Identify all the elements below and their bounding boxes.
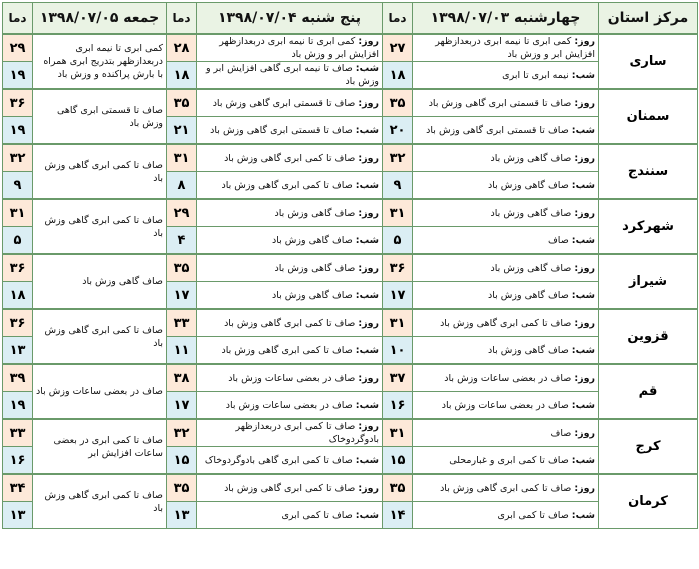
day1-night-text: صاف گاهی وزش باد	[488, 179, 569, 191]
night-label: شب:	[355, 289, 379, 301]
day1-night-text: صاف گاهی وزش باد	[488, 344, 569, 356]
day2-night-text: صاف تا کمی ابری گاهی بادوگردوخاک	[204, 454, 353, 466]
day1-max-temp: ۳۲	[383, 144, 413, 172]
day-label: روز:	[574, 207, 595, 219]
day3-min-temp: ۱۳	[3, 502, 33, 529]
night-label: شب:	[355, 454, 379, 466]
day2-day-forecast	[197, 364, 383, 392]
night-label: شب:	[355, 179, 379, 191]
day3-min-temp: ۱۹	[3, 62, 33, 90]
day2-max-temp: ۳۸	[167, 364, 197, 392]
day-label: روز:	[574, 372, 595, 384]
night-label: شب:	[571, 454, 595, 466]
forecast-body	[3, 34, 698, 529]
city-name: شهرکرد	[599, 199, 698, 254]
day2-max-temp: ۳۱	[167, 144, 197, 172]
header-temp-day3: دما	[3, 3, 33, 35]
day2-day-forecast	[197, 309, 383, 337]
city-name: سمنان	[599, 89, 698, 144]
day1-day-forecast	[413, 199, 599, 227]
day-label: روز:	[574, 262, 595, 274]
header-temp-day2: دما	[167, 3, 197, 35]
forecast-table	[2, 2, 698, 529]
day-label: روز:	[358, 262, 379, 274]
day2-day-forecast	[197, 199, 383, 227]
day3-min-temp: ۹	[3, 172, 33, 200]
day3-forecast: صاف تا کمی ابری در بعضی ساعات افزایش ابر	[33, 419, 167, 474]
day3-max-temp: ۳۶	[3, 89, 33, 117]
day2-day-text: صاف گاهی وزش باد	[274, 262, 356, 274]
day2-day-forecast	[197, 254, 383, 282]
day3-forecast: صاف تا کمی ابری گاهی وزش باد	[33, 144, 167, 199]
day1-day-text: صاف گاهی وزش باد	[490, 152, 572, 164]
day2-min-temp: ۱۷	[167, 392, 197, 420]
day1-min-temp: ۱۰	[383, 337, 413, 365]
day1-day-text: صاف در بعضی ساعات وزش باد	[444, 372, 572, 384]
day2-max-temp: ۳۲	[167, 419, 197, 447]
day2-min-temp: ۱۱	[167, 337, 197, 365]
table-row	[3, 254, 698, 282]
day1-day-text: صاف	[550, 427, 572, 439]
day3-forecast: صاف تا کمی ابری گاهی وزش باد	[33, 309, 167, 364]
day-label: روز:	[574, 97, 595, 109]
day-label: روز:	[358, 36, 379, 47]
night-label: شب:	[571, 509, 595, 521]
day1-day-forecast	[413, 309, 599, 337]
table-row	[3, 199, 698, 227]
night-label: شب:	[571, 234, 595, 246]
day2-night-text: صاف تا قسمتی ابری گاهی وزش باد	[210, 124, 353, 136]
day3-forecast: صاف تا کمی ابری گاهی وزش باد	[33, 474, 167, 529]
day2-night-text: صاف گاهی وزش باد	[272, 289, 353, 301]
day2-day-forecast	[197, 144, 383, 172]
day2-night-text: صاف تا کمی ابری گاهی وزش باد	[221, 179, 353, 191]
day1-night-forecast	[413, 62, 599, 90]
day3-min-temp: ۵	[3, 227, 33, 255]
city-name: ساری	[599, 34, 698, 89]
day2-night-forecast	[197, 337, 383, 365]
day1-day-forecast	[413, 34, 599, 62]
night-label: شب:	[571, 289, 595, 301]
day1-night-text: صاف در بعضی ساعات وزش باد	[441, 399, 569, 411]
day2-day-forecast	[197, 474, 383, 502]
table-row	[3, 89, 698, 117]
header-day3: جمعه ۱۳۹۸/۰۷/۰۵	[33, 3, 167, 35]
day3-min-temp: ۱۶	[3, 447, 33, 475]
day-label: روز:	[358, 421, 379, 432]
day3-min-temp: ۱۳	[3, 337, 33, 365]
day2-max-temp: ۳۳	[167, 309, 197, 337]
day-label: روز:	[574, 317, 595, 329]
city-name: شیراز	[599, 254, 698, 309]
day2-day-text: صاف تا کمی ابری دربعدازظهر بادوگردوخاک	[235, 421, 379, 445]
day1-day-forecast	[413, 474, 599, 502]
night-label: شب:	[355, 234, 379, 246]
day2-night-text: صاف تا نیمه ابری گاهی افزایش ابر و وزش باد	[205, 63, 379, 87]
day-label: روز:	[358, 482, 379, 494]
day1-max-temp: ۳۶	[383, 254, 413, 282]
day3-min-temp: ۱۹	[3, 117, 33, 145]
day1-night-forecast	[413, 172, 599, 200]
day1-day-text: صاف تا قسمتی ابری گاهی وزش باد	[428, 97, 572, 109]
day2-min-temp: ۸	[167, 172, 197, 200]
table-row	[3, 419, 698, 447]
day1-min-temp: ۲۰	[383, 117, 413, 145]
day2-night-forecast	[197, 227, 383, 255]
header-day2: پنج شنبه ۱۳۹۸/۰۷/۰۴	[197, 3, 383, 35]
day-label: روز:	[574, 152, 595, 164]
day3-forecast: صاف در بعضی ساعات وزش باد	[33, 364, 167, 419]
day-label: روز:	[574, 482, 595, 494]
day3-min-temp: ۱۸	[3, 282, 33, 310]
day1-night-text: نیمه ابری تا ابری	[502, 69, 569, 81]
day1-night-text: صاف تا قسمتی ابری گاهی وزش باد	[426, 124, 569, 136]
day2-day-text: صاف تا کمی ابری گاهی وزش باد	[224, 482, 356, 494]
day2-min-temp: ۱۵	[167, 447, 197, 475]
day1-max-temp: ۳۵	[383, 89, 413, 117]
day1-day-text: صاف تا کمی ابری گاهی وزش باد	[440, 482, 572, 494]
day3-max-temp: ۳۲	[3, 144, 33, 172]
day1-day-forecast	[413, 419, 599, 447]
table-row	[3, 144, 698, 172]
day2-day-forecast	[197, 34, 383, 62]
day1-night-forecast	[413, 337, 599, 365]
day2-max-temp: ۳۵	[167, 474, 197, 502]
day2-min-temp: ۲۱	[167, 117, 197, 145]
night-label: شب:	[355, 344, 379, 356]
header-day1: چهارشنبه ۱۳۹۸/۰۷/۰۳	[413, 3, 599, 35]
night-label: شب:	[355, 509, 379, 521]
day2-night-text: صاف تا کمی ابری	[281, 509, 353, 521]
day3-forecast: صاف گاهی وزش باد	[33, 254, 167, 309]
day3-forecast: کمی ابری تا نیمه ابری دربعدازظهر بتدریج ابری همراه با بارش پراکنده و وزش باد	[33, 34, 167, 89]
day1-max-temp: ۳۱	[383, 199, 413, 227]
day2-min-temp: ۴	[167, 227, 197, 255]
city-name: کرج	[599, 419, 698, 474]
day1-max-temp: ۳۷	[383, 364, 413, 392]
day2-day-text: صاف تا کمی ابری گاهی وزش باد	[224, 317, 356, 329]
day1-min-temp: ۱۴	[383, 502, 413, 529]
day2-day-text: صاف تا قسمتی ابری گاهی وزش باد	[212, 97, 356, 109]
day1-night-text: صاف گاهی وزش باد	[488, 289, 569, 301]
day3-max-temp: ۳۱	[3, 199, 33, 227]
day-label: روز:	[358, 207, 379, 219]
day2-min-temp: ۱۷	[167, 282, 197, 310]
table-row	[3, 364, 698, 392]
day2-night-text: صاف در بعضی ساعات وزش باد	[225, 399, 353, 411]
day2-night-text: صاف گاهی وزش باد	[272, 234, 353, 246]
day3-forecast: صاف تا کمی ابری گاهی وزش باد	[33, 199, 167, 254]
day1-night-forecast	[413, 447, 599, 475]
day1-min-temp: ۹	[383, 172, 413, 200]
night-label: شب:	[571, 124, 595, 136]
night-label: شب:	[355, 63, 379, 74]
day1-max-temp: ۳۱	[383, 309, 413, 337]
day2-night-forecast	[197, 447, 383, 475]
day2-day-text: صاف تا کمی ابری گاهی وزش باد	[224, 152, 356, 164]
day1-day-forecast	[413, 144, 599, 172]
day2-night-forecast	[197, 282, 383, 310]
day2-max-temp: ۳۵	[167, 254, 197, 282]
day1-min-temp: ۱۷	[383, 282, 413, 310]
day3-max-temp: ۲۹	[3, 34, 33, 62]
header-temp-day1: دما	[383, 3, 413, 35]
day2-day-forecast	[197, 89, 383, 117]
day1-night-forecast	[413, 282, 599, 310]
day3-max-temp: ۳۹	[3, 364, 33, 392]
header-row	[3, 3, 698, 35]
day1-day-text: صاف گاهی وزش باد	[490, 207, 572, 219]
city-name: سنندج	[599, 144, 698, 199]
night-label: شب:	[355, 124, 379, 136]
day2-day-text: کمی ابری تا نیمه ابری دربعدازظهر افزایش ابر و وزش باد	[219, 36, 379, 60]
day1-night-text: صاف تا کمی ابری	[497, 509, 569, 521]
day1-max-temp: ۲۷	[383, 34, 413, 62]
day1-night-forecast	[413, 502, 599, 529]
day1-min-temp: ۱۵	[383, 447, 413, 475]
day2-min-temp: ۱۳	[167, 502, 197, 529]
day2-day-text: صاف گاهی وزش باد	[274, 207, 356, 219]
day2-night-forecast	[197, 117, 383, 145]
day2-day-forecast	[197, 419, 383, 447]
day1-night-forecast	[413, 117, 599, 145]
header-province: مرکز استان	[599, 3, 698, 35]
day1-min-temp: ۵	[383, 227, 413, 255]
night-label: شب:	[571, 399, 595, 411]
day-label: روز:	[358, 97, 379, 109]
night-label: شب:	[571, 344, 595, 356]
day1-night-forecast	[413, 392, 599, 420]
day-label: روز:	[574, 36, 595, 47]
night-label: شب:	[571, 69, 595, 81]
day-label: روز:	[358, 317, 379, 329]
day1-day-forecast	[413, 364, 599, 392]
day2-night-forecast	[197, 172, 383, 200]
day-label: روز:	[574, 427, 595, 439]
city-name: کرمان	[599, 474, 698, 529]
day2-max-temp: ۳۵	[167, 89, 197, 117]
day1-max-temp: ۳۱	[383, 419, 413, 447]
day2-day-text: صاف در بعضی ساعات وزش باد	[228, 372, 356, 384]
day2-max-temp: ۲۹	[167, 199, 197, 227]
day3-forecast: صاف تا قسمتی ابری گاهی وزش باد	[33, 89, 167, 144]
night-label: شب:	[571, 179, 595, 191]
day2-night-forecast	[197, 502, 383, 529]
day1-night-forecast	[413, 227, 599, 255]
day3-max-temp: ۳۳	[3, 419, 33, 447]
day1-night-text: صاف	[547, 234, 569, 246]
day3-max-temp: ۳۶	[3, 254, 33, 282]
table-row	[3, 309, 698, 337]
day3-max-temp: ۳۴	[3, 474, 33, 502]
day3-max-temp: ۳۶	[3, 309, 33, 337]
day3-min-temp: ۱۹	[3, 392, 33, 420]
day1-max-temp: ۳۵	[383, 474, 413, 502]
day2-night-text: صاف تا کمی ابری گاهی وزش باد	[221, 344, 353, 356]
day2-night-forecast	[197, 62, 383, 90]
day2-night-forecast	[197, 392, 383, 420]
day1-min-temp: ۱۸	[383, 62, 413, 90]
day-label: روز:	[358, 372, 379, 384]
day1-day-forecast	[413, 254, 599, 282]
night-label: شب:	[355, 399, 379, 411]
day1-night-text: صاف تا کمی ابری و غبارمحلی	[449, 454, 569, 466]
day2-min-temp: ۱۸	[167, 62, 197, 90]
table-row	[3, 474, 698, 502]
day1-day-text: صاف گاهی وزش باد	[490, 262, 572, 274]
city-name: قم	[599, 364, 698, 419]
day-label: روز:	[358, 152, 379, 164]
city-name: قزوین	[599, 309, 698, 364]
day1-day-text: صاف تا کمی ابری گاهی وزش باد	[440, 317, 572, 329]
day1-day-forecast	[413, 89, 599, 117]
table-row	[3, 34, 698, 62]
day2-max-temp: ۲۸	[167, 34, 197, 62]
day1-day-text: کمی ابری تا نیمه ابری دربعدازظهر افزایش ابر و وزش باد	[435, 36, 595, 60]
day1-min-temp: ۱۶	[383, 392, 413, 420]
